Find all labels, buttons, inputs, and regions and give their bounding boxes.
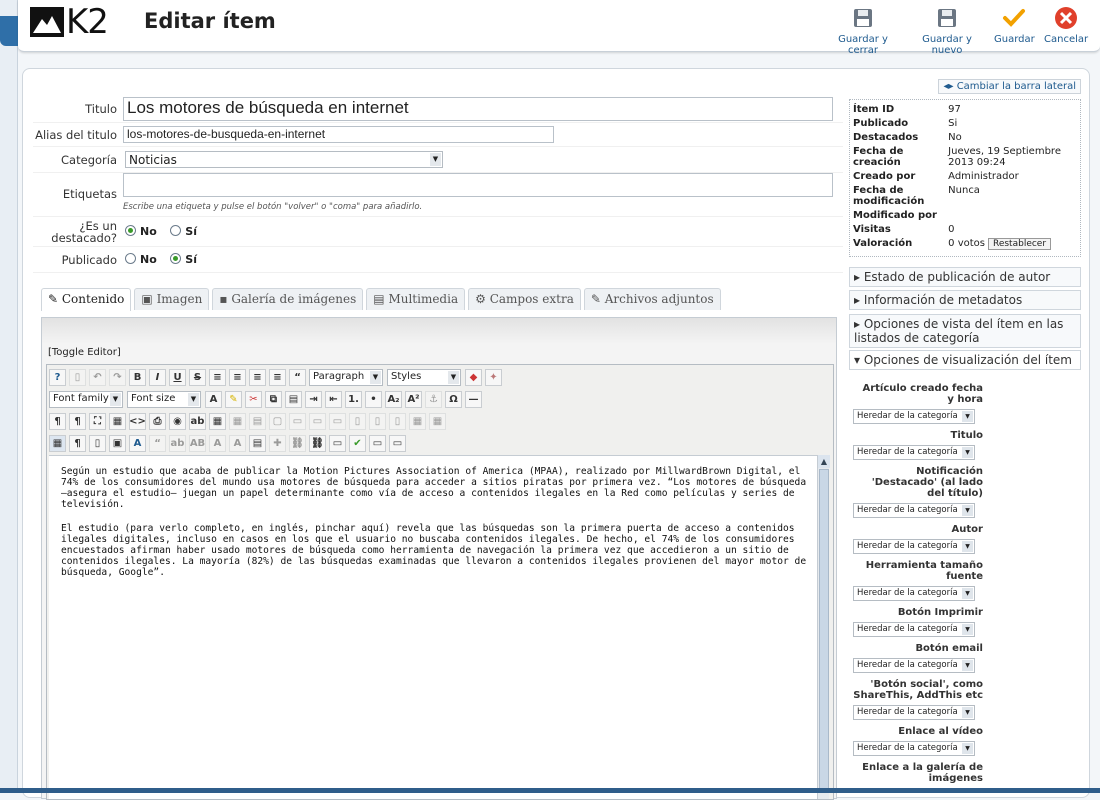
chevron-down-icon: ▼: [962, 505, 973, 516]
editor-panel: [41, 317, 837, 799]
info-label: Valoración: [853, 238, 913, 249]
info-value: 97: [948, 104, 961, 115]
alias-input[interactable]: los-motores-de-busqueda-en-internet: [123, 126, 554, 143]
cancel-button[interactable]: [1044, 6, 1088, 45]
visual-aid-icon[interactable]: ▦: [49, 435, 66, 452]
info-row: [853, 224, 1077, 235]
option-value: Heredar de la categoría: [857, 411, 958, 421]
option-label: Notificación 'Destacado' (al lado del título): [871, 466, 983, 499]
anchor-icon[interactable]: ⚓: [425, 391, 442, 408]
align-left-icon[interactable]: ≡: [249, 369, 266, 386]
chevron-down-icon: ▼: [962, 660, 973, 671]
published-yes-radio[interactable]: [170, 253, 181, 264]
accordion-category-listing-options[interactable]: ▸ Opciones de vista del ítem en las listados de categoría: [849, 314, 1081, 348]
info-value: [948, 238, 1077, 249]
chevron-down-icon: ▼: [370, 371, 381, 384]
category-value: Noticias: [129, 153, 177, 167]
reset-rating-button[interactable]: Restablecer: [988, 238, 1051, 250]
tab-label: Imagen: [156, 292, 203, 306]
col-before-icon[interactable]: ▯: [349, 413, 366, 430]
accordion-author-publishing[interactable]: ▸ Estado de publicación de autor: [849, 267, 1081, 287]
insertion-icon[interactable]: A: [229, 435, 246, 452]
format-select[interactable]: [309, 369, 383, 386]
special-char-icon[interactable]: Ω: [445, 391, 462, 408]
option-value: Heredar de la categoría: [857, 541, 958, 551]
option-value: Heredar de la categoría: [857, 660, 958, 670]
accordion-label: Opciones de vista del ítem en las listados de categoría: [854, 317, 1064, 345]
toggle-sidebar-link[interactable]: ◂▸ Cambiar la barra lateral: [938, 79, 1081, 94]
bottom-edge: [0, 788, 1100, 793]
cut-icon[interactable]: ✂: [245, 391, 262, 408]
floppy-icon: [851, 6, 875, 30]
info-row: [853, 146, 1077, 168]
save-and-new-button[interactable]: [910, 6, 984, 56]
find-icon[interactable]: ◉: [169, 413, 186, 430]
alias-label: Alias del titulo: [35, 127, 117, 142]
k2-logo: [30, 4, 108, 40]
editor-header-bar: [42, 318, 836, 344]
toolbar-row-2: [49, 389, 485, 409]
option-select[interactable]: [853, 539, 975, 554]
cell-props-icon[interactable]: ▢: [269, 413, 286, 430]
superscript-icon[interactable]: A²: [405, 391, 422, 408]
accordion-metadata[interactable]: ▸ Información de metadatos: [849, 290, 1081, 310]
info-value: 0: [948, 224, 955, 235]
toolbar-row-1: [49, 367, 505, 387]
editor-content-area[interactable]: [49, 455, 819, 799]
font-size-value: Font size: [131, 392, 176, 404]
k2-logo-mark-icon: [30, 7, 64, 37]
info-label: Destacados: [853, 132, 919, 143]
featured-row: [33, 217, 843, 247]
deletion-icon[interactable]: A: [209, 435, 226, 452]
justify-icon[interactable]: ≡: [209, 369, 226, 386]
title-row: [33, 95, 843, 123]
floppy-icon: [935, 6, 959, 30]
table-icon[interactable]: ▦: [209, 413, 226, 430]
chevron-down-icon: ▼: [962, 707, 973, 718]
chevron-down-icon: ▼: [448, 371, 459, 384]
published-yes-label: Sí: [185, 253, 197, 266]
tab-imagen[interactable]: ▣ Imagen: [134, 288, 209, 310]
tags-hint: Escribe una etiqueta y pulse el botón "volver" o "coma" para añadirlo.: [123, 202, 423, 212]
chevron-down-icon: ▼: [110, 393, 121, 406]
category-select[interactable]: [125, 151, 443, 168]
info-row: [853, 118, 1077, 129]
checkmark-icon: [1002, 6, 1026, 30]
tags-field-wrap: [123, 173, 835, 216]
link-icon[interactable]: ⛓: [309, 435, 326, 452]
chevron-down-icon: ▼: [962, 411, 973, 422]
acronym-icon[interactable]: AB: [189, 435, 206, 452]
published-radio-group: [125, 253, 207, 266]
indent-icon[interactable]: ⇥: [305, 391, 322, 408]
option-value: Heredar de la categoría: [857, 505, 958, 515]
option-label: 'Botón social', como ShareThis, AddThis etc: [853, 679, 983, 701]
row-after-icon[interactable]: ▭: [309, 413, 326, 430]
option-select[interactable]: [853, 705, 975, 720]
delete-row-icon[interactable]: ▭: [329, 413, 346, 430]
table-props-icon[interactable]: ▦: [229, 413, 246, 430]
chevron-down-icon: ▼: [430, 153, 441, 166]
option-value: Heredar de la categoría: [857, 624, 958, 634]
item-tabs: [41, 288, 724, 310]
chevron-down-icon: ▼: [962, 624, 973, 635]
save-and-close-label: Guardar y cerrar: [838, 34, 888, 56]
info-value: Jueves, 19 Septiembre 2013 09:24: [948, 146, 1061, 168]
option-label: Botón email: [915, 643, 983, 654]
left-edge: [0, 0, 18, 793]
save-label: Guardar: [994, 34, 1035, 45]
toggle-editor-link[interactable]: [Toggle Editor]: [48, 347, 121, 358]
option-select[interactable]: [853, 622, 975, 637]
print-icon[interactable]: ⎙: [149, 413, 166, 430]
tags-row: [33, 173, 843, 217]
chevron-down-icon: ▼: [188, 393, 199, 406]
option-label: Botón Imprimir: [897, 607, 983, 618]
option-select[interactable]: [853, 409, 975, 424]
tab-label: Multimedia: [388, 292, 459, 306]
show-blocks-icon[interactable]: ¶: [69, 435, 86, 452]
help-icon[interactable]: ?: [49, 369, 66, 386]
option-select[interactable]: [853, 658, 975, 673]
title-input[interactable]: Los motores de búsqueda en internet: [123, 97, 833, 121]
tags-label: Etiquetas: [62, 187, 117, 201]
blockquote-icon[interactable]: “: [289, 369, 306, 386]
col-after-icon[interactable]: ▯: [369, 413, 386, 430]
toolbar-row-3: [49, 411, 449, 431]
toggle-sidebar-label: Cambiar la barra lateral: [956, 81, 1076, 92]
rating-value: 0 votos: [948, 238, 985, 249]
format-select-value: Paragraph: [313, 370, 365, 382]
underline-icon[interactable]: U: [169, 369, 186, 386]
cancel-label: Cancelar: [1044, 34, 1089, 45]
tab-label: Galería de imágenes: [231, 292, 357, 306]
published-no-radio[interactable]: [125, 253, 136, 264]
left-edge-tab: [0, 16, 18, 46]
display-options-list: [853, 377, 983, 784]
info-row: [853, 104, 1077, 115]
text-color-icon[interactable]: A: [205, 391, 222, 408]
merge-cells-icon[interactable]: ▦: [429, 413, 446, 430]
cancel-icon: [1054, 6, 1078, 30]
info-value: Nunca: [948, 185, 980, 196]
chevron-down-icon: ▼: [962, 743, 973, 754]
editor-scrollbar[interactable]: [817, 455, 829, 799]
cite-icon[interactable]: “: [149, 435, 166, 452]
font-family-value: Font family: [53, 392, 109, 404]
strikethrough-icon[interactable]: S: [189, 369, 206, 386]
bullet-list-icon[interactable]: •: [365, 391, 382, 408]
accordion-label: Opciones de visualización del ítem: [863, 353, 1072, 367]
unlink-icon[interactable]: ⛓: [289, 435, 306, 452]
subscript-icon[interactable]: A₂: [385, 391, 402, 408]
published-no-label: No: [140, 253, 157, 266]
italic-icon[interactable]: I: [149, 369, 166, 386]
insert-file-icon[interactable]: ▯: [89, 435, 106, 452]
scroll-up-icon[interactable]: ▲: [818, 455, 830, 468]
eraser-icon[interactable]: ◆: [465, 369, 482, 386]
new-document-icon[interactable]: ▯: [69, 369, 86, 386]
tab-label: Contenido: [61, 292, 125, 306]
horizontal-rule-icon[interactable]: —: [465, 391, 482, 408]
split-cells-icon[interactable]: ▦: [409, 413, 426, 430]
option-value: Heredar de la categoría: [857, 588, 958, 598]
info-row: [853, 210, 1077, 221]
featured-label: ¿Es un destacado?: [51, 218, 117, 245]
accordion-label: Estado de publicación de autor: [863, 270, 1051, 284]
abbr-icon[interactable]: ab: [169, 435, 186, 452]
template-icon[interactable]: ▦: [109, 413, 126, 430]
tab-multimedia[interactable]: ▤ Multimedia: [366, 288, 465, 310]
option-select[interactable]: [853, 586, 975, 601]
option-value: Heredar de la categoría: [857, 447, 958, 457]
attributes-icon[interactable]: ▤: [249, 435, 266, 452]
option-select[interactable]: [853, 503, 975, 518]
accordion-item-display-options[interactable]: ▾ Opciones de visualización del ítem: [849, 350, 1081, 370]
rich-text-editor: [46, 364, 834, 800]
header-toolbar: [18, 0, 1100, 56]
ltr-icon[interactable]: ¶: [49, 413, 66, 430]
option-label: Autor: [951, 524, 983, 535]
option-value: Heredar de la categoría: [857, 707, 958, 717]
accordion-label: Información de metadatos: [863, 293, 1023, 307]
bold-icon[interactable]: B: [129, 369, 146, 386]
clean-brush-icon[interactable]: ✦: [485, 369, 502, 386]
numbered-list-icon[interactable]: 1.: [345, 391, 362, 408]
option-select[interactable]: [853, 741, 975, 756]
info-value: [948, 210, 1077, 221]
info-row: [853, 171, 1077, 182]
title-label: Titulo: [85, 101, 117, 116]
highlight-icon[interactable]: ✎: [225, 391, 242, 408]
info-label: Fecha de creación: [853, 146, 904, 168]
option-label: Titulo: [950, 430, 983, 441]
tab-campos-extra[interactable]: ⚙ Campos extra: [468, 288, 581, 310]
option-label: Enlace a la galería de imágenes: [862, 762, 983, 784]
fullscreen-icon[interactable]: ⛶: [89, 413, 106, 430]
readmore-icon[interactable]: ▭: [389, 435, 406, 452]
tab-label: Campos extra: [489, 292, 574, 306]
content-paragraph: El estudio (para verlo completo, en inglés, pinchar aquí) revela que las búsquedas son la primera puerta de acceso a contenidos ilegales digitales, incluso en casos en los que el usuario no buscaba contenidos ilegales. De hecho, el 74% de los consumidores encuestados afirman haber usado motores de búsqueda como herramienta de navegación la primera vez que accedieron a un sitio de contenidos ilegales. La mayoría (82%) de las búsquedas examinadas que llevaron a contenidos ilegales provienen del mayor motor de búsqueda, Google”.: [61, 523, 807, 578]
styles-select[interactable]: [387, 369, 461, 386]
save-button[interactable]: [994, 6, 1034, 45]
page-title: Editar ítem: [144, 9, 276, 33]
copy-icon[interactable]: ⧉: [265, 391, 282, 408]
align-center-icon[interactable]: ≡: [229, 369, 246, 386]
row-before-icon[interactable]: ▭: [289, 413, 306, 430]
category-label: Categoría: [61, 152, 117, 167]
item-form: [33, 95, 843, 273]
spellcheck-icon[interactable]: ✔: [349, 435, 366, 452]
info-row: [853, 238, 1077, 249]
font-size-select[interactable]: [127, 391, 201, 408]
chevron-down-icon: ▼: [962, 588, 973, 599]
toolbar-row-4: [49, 433, 409, 453]
featured-radio-group: [125, 225, 207, 238]
chevron-down-icon: ▼: [962, 447, 973, 458]
content-paragraph: Según un estudio que acaba de publicar la Motion Pictures Association of America (MPAA), realizado por MillwardBrown Digital, el 74% de los consumidores del mundo usa motores de búsqueda para acceder a sitios piratas por primera vez. “Los motores de búsqueda –asegura el estudio– juegan un papel determinante como vía de acceso a contenidos ilegales en la Red como películas y series de televisión.: [61, 466, 807, 510]
tags-input[interactable]: [123, 173, 833, 197]
info-value: No: [948, 132, 962, 143]
outdent-icon[interactable]: ⇤: [325, 391, 342, 408]
align-right-icon[interactable]: ≡: [269, 369, 286, 386]
chevron-down-icon: ▼: [962, 541, 973, 552]
tab-label: Archivos adjuntos: [604, 292, 714, 306]
category-row: [33, 147, 843, 173]
styles-select-value: Styles: [391, 370, 422, 382]
undo-icon[interactable]: ↶: [89, 369, 106, 386]
row-props-icon[interactable]: ▤: [249, 413, 266, 430]
info-label: Creado por: [853, 171, 916, 182]
featured-no-label: No: [140, 225, 157, 238]
alias-row: [33, 123, 843, 147]
option-label: Enlace al vídeo: [898, 726, 983, 737]
styles-props-icon[interactable]: A: [129, 435, 146, 452]
item-info-table: [849, 99, 1081, 257]
option-label: Artículo creado fecha y hora: [862, 383, 983, 405]
featured-yes-label: Sí: [185, 225, 197, 238]
item-editor-panel: [22, 68, 1090, 798]
nonbreaking-icon[interactable]: ✚: [269, 435, 286, 452]
info-row: [853, 132, 1077, 143]
option-label: Herramienta tamaño fuente: [865, 560, 983, 582]
redo-icon[interactable]: ↷: [109, 369, 126, 386]
featured-no-radio[interactable]: [125, 225, 136, 236]
info-label: Ítem ID: [853, 104, 895, 115]
info-label: Fecha de modificación: [853, 185, 925, 207]
featured-yes-radio[interactable]: [170, 225, 181, 236]
media-icon[interactable]: ▭: [329, 435, 346, 452]
save-and-new-label: Guardar y nuevo: [922, 34, 972, 56]
option-select[interactable]: [853, 445, 975, 460]
font-family-select[interactable]: [49, 391, 123, 408]
replace-icon[interactable]: ab: [189, 413, 206, 430]
rtl-icon[interactable]: ¶: [69, 413, 86, 430]
info-row: [853, 185, 1077, 207]
option-value: Heredar de la categoría: [857, 743, 958, 753]
paste-icon[interactable]: ▤: [285, 391, 302, 408]
tab-galeria[interactable]: ▪ Galería de imágenes: [212, 288, 363, 310]
info-label: Modificado por: [853, 210, 937, 221]
insert-image-icon[interactable]: ▣: [109, 435, 126, 452]
info-value: Administrador: [948, 171, 1019, 182]
tab-archivos-adjuntos[interactable]: ✎ Archivos adjuntos: [584, 288, 721, 310]
info-value: Si: [948, 118, 958, 129]
tab-contenido[interactable]: ✎ Contenido: [41, 288, 131, 311]
logo-text: K2: [66, 2, 108, 42]
delete-col-icon[interactable]: ▯: [389, 413, 406, 430]
published-row: [33, 247, 843, 273]
info-label: Publicado: [853, 118, 909, 129]
scroll-thumb[interactable]: [819, 469, 829, 789]
pagebreak-icon[interactable]: ▭: [369, 435, 386, 452]
save-and-close-button[interactable]: [826, 6, 900, 56]
info-label: Visitas: [853, 224, 891, 235]
source-code-icon[interactable]: <>: [129, 413, 146, 430]
published-label: Publicado: [61, 252, 117, 267]
